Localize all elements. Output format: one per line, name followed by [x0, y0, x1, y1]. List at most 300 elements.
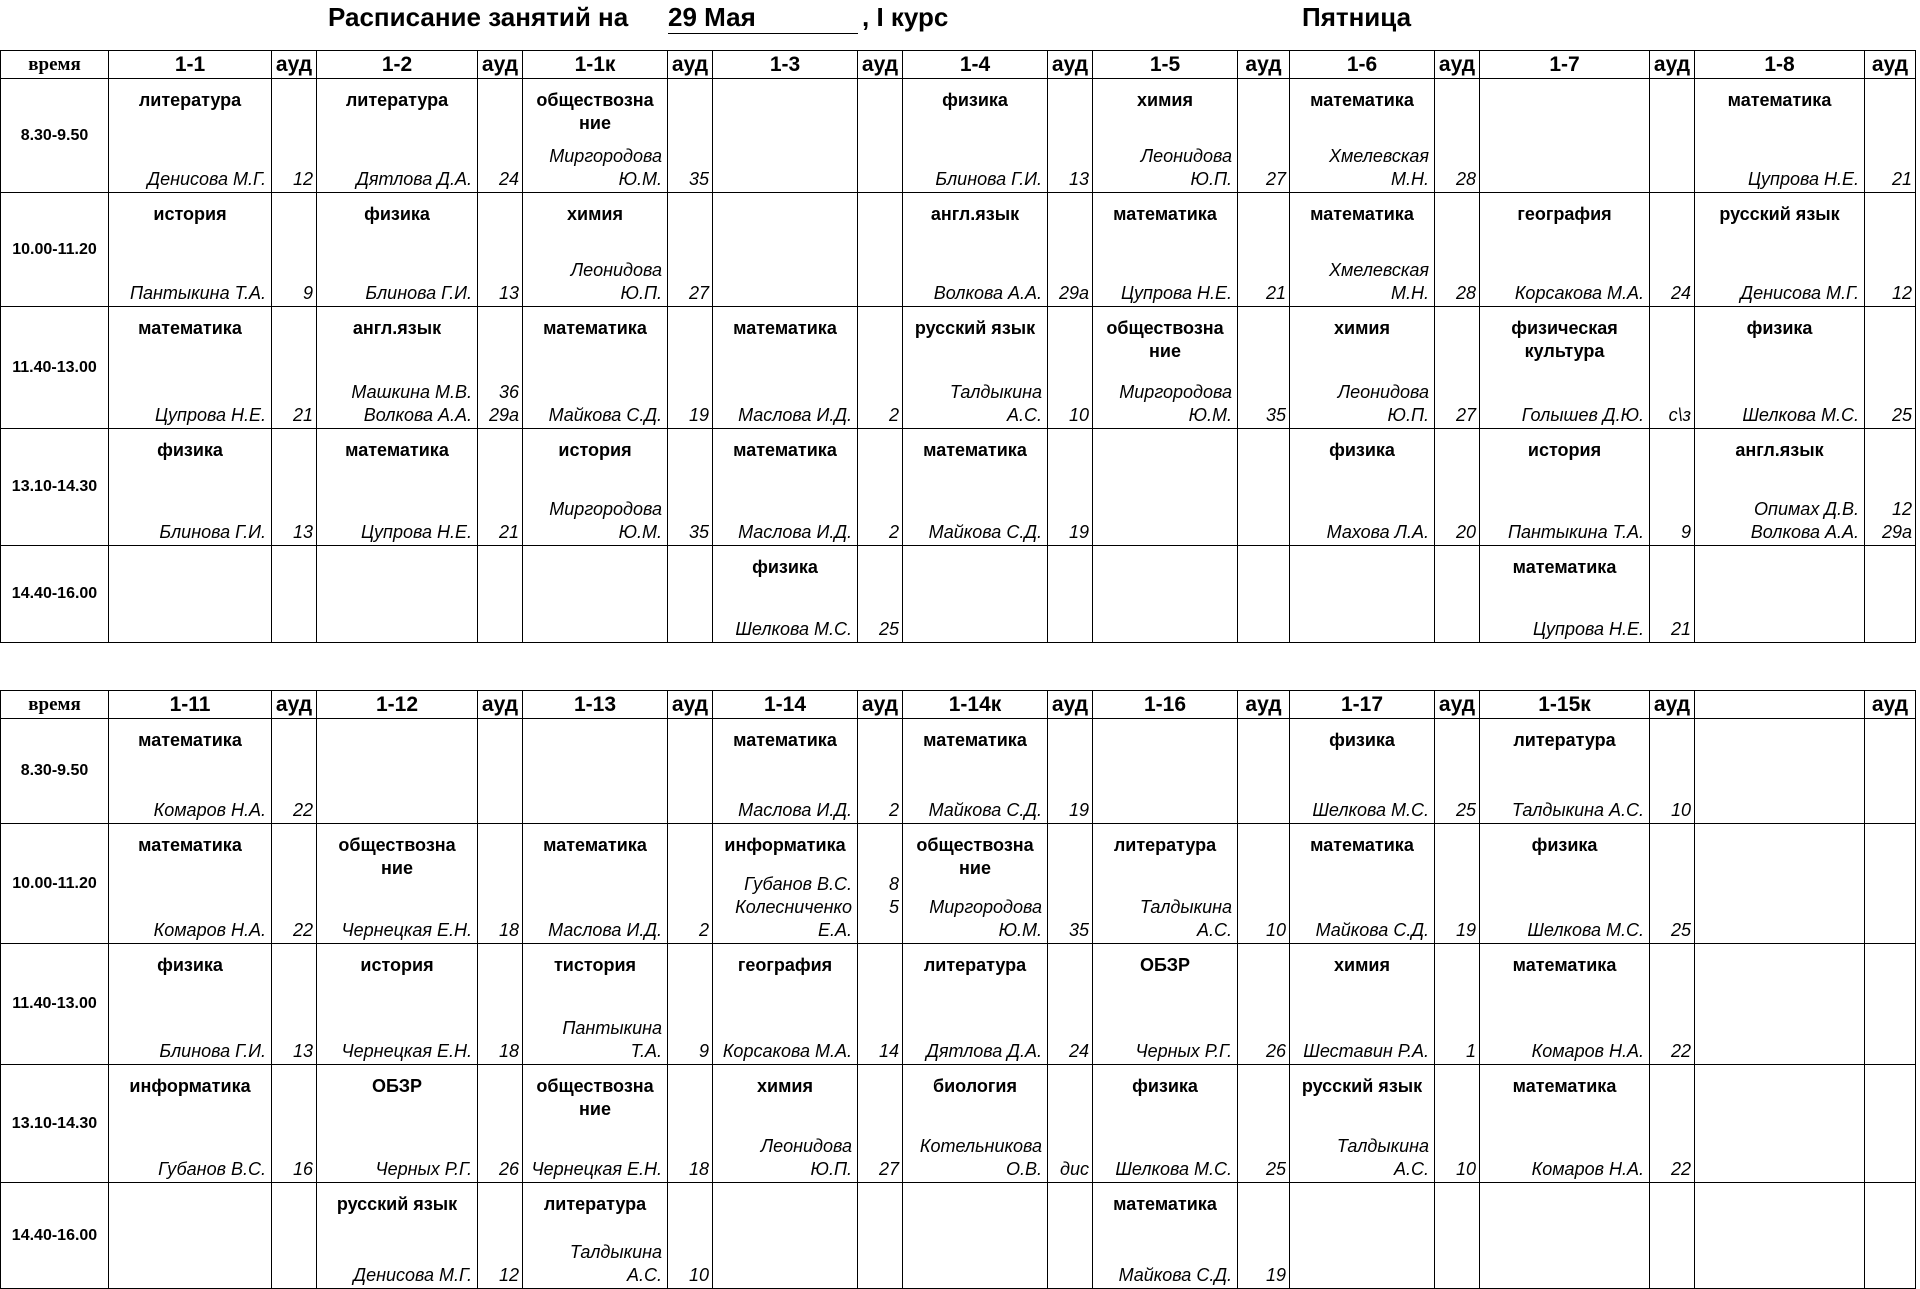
room-cell [1048, 429, 1093, 546]
lesson-cell [523, 546, 668, 643]
room-column-header: ауд [1238, 691, 1290, 719]
subject-name: математика [345, 440, 449, 460]
room-number: 35 [688, 169, 709, 189]
teacher-name: Шелкова М.С. [1742, 405, 1859, 425]
teacher-name: Губанов В.С. Колесниченко Е.А. [735, 874, 852, 940]
room-column-header: ауд [1048, 691, 1093, 719]
teacher-name: Цупрова Н.Е. [1747, 169, 1859, 189]
lesson-cell [109, 824, 272, 944]
lesson-cell [1695, 1065, 1865, 1183]
room-cell [1865, 429, 1916, 546]
subject-name: математика [1512, 955, 1617, 975]
subject-name: русский язык [1719, 204, 1840, 224]
room-cell [1435, 1065, 1480, 1183]
subject-name: математика [138, 318, 242, 338]
lesson-cell [1480, 1065, 1650, 1183]
teacher-name: Шеставин Р.А. [1303, 1041, 1429, 1061]
lesson-cell [1480, 719, 1650, 824]
time-slot: 11.40-13.00 [1, 944, 109, 1065]
room-cell [1048, 546, 1093, 643]
lesson-cell [903, 719, 1048, 824]
teacher-name: Маслова И.Д. [738, 405, 852, 425]
subject-name: литература [1513, 730, 1616, 750]
lesson-cell [109, 193, 272, 307]
room-number: 25 [1455, 800, 1476, 820]
subject-name: история [558, 440, 632, 460]
room-cell [478, 193, 523, 307]
room-column-header: ауд [1238, 51, 1290, 79]
subject-name: физика [1329, 440, 1395, 460]
room-number: 35 [1068, 920, 1089, 940]
subject-name: физика [1132, 1076, 1198, 1096]
room-cell [1048, 307, 1093, 429]
room-cell [272, 546, 317, 643]
teacher-name: Миргородова Ю.М. [929, 897, 1042, 940]
lesson-cell [1290, 824, 1435, 944]
lesson-cell [1290, 1183, 1435, 1289]
subject-name: литература [923, 955, 1027, 975]
teacher-name: Цупрова Н.Е. [154, 405, 266, 425]
lesson-cell [1093, 79, 1238, 193]
subject-name: физика [752, 557, 818, 577]
room-number: 10 [1068, 405, 1089, 425]
room-number: 9 [302, 283, 313, 303]
lesson-cell [109, 79, 272, 193]
lesson-cell [317, 824, 478, 944]
room-column-header: ауд [478, 691, 523, 719]
room-cell [1238, 944, 1290, 1065]
time-slot: 13.10-14.30 [1, 429, 109, 546]
teacher-name: Чернецкая Е.Н. [531, 1159, 662, 1179]
room-number: 19 [1455, 920, 1476, 940]
subject-name: литература [345, 90, 449, 110]
group-header: 1-1к [523, 51, 668, 79]
lesson-cell [109, 719, 272, 824]
room-number: 25 [878, 619, 899, 639]
room-cell [1048, 1183, 1093, 1289]
subject-name: физика [157, 955, 223, 975]
room-column-header: ауд [272, 691, 317, 719]
room-number: с\з [1668, 405, 1691, 425]
room-column-header: ауд [478, 51, 523, 79]
room-cell [668, 719, 713, 824]
group-header: 1-4 [903, 51, 1048, 79]
subject-name: информатика [724, 835, 846, 855]
room-cell [478, 719, 523, 824]
room-cell [1650, 944, 1695, 1065]
room-cell [1435, 307, 1480, 429]
teacher-name: Майкова С.Д. [928, 800, 1042, 820]
room-number: 21 [498, 522, 519, 542]
subject-name: география [737, 955, 833, 975]
lesson-cell [109, 429, 272, 546]
time-column-header: время [1, 691, 109, 719]
subject-name: обществозна ние [338, 835, 456, 878]
room-number: 28 [1455, 283, 1476, 303]
lesson-cell [1695, 944, 1865, 1065]
group-header: 1-14к [903, 691, 1048, 719]
room-number: 19 [1068, 522, 1089, 542]
room-number: 25 [1891, 405, 1912, 425]
room-cell [668, 307, 713, 429]
room-cell [1238, 546, 1290, 643]
room-number: 13 [498, 283, 519, 303]
subject-name: математика [1310, 835, 1414, 855]
subject-name: русский язык [336, 1194, 458, 1214]
teacher-name: Леонидова Ю.П. [1140, 146, 1232, 189]
lesson-cell [713, 193, 858, 307]
lesson-cell [317, 1065, 478, 1183]
room-number: 16 [292, 1159, 313, 1179]
subject-name: география [1517, 204, 1612, 224]
group-header: 1-1 [109, 51, 272, 79]
room-cell [668, 1065, 713, 1183]
lesson-cell [109, 546, 272, 643]
teacher-name: Волкова А.А. [933, 283, 1042, 303]
room-cell [1238, 719, 1290, 824]
subject-name: математика [1512, 557, 1617, 577]
room-cell [1865, 79, 1916, 193]
room-number: 13 [1068, 169, 1089, 189]
teacher-name: Миргородова Ю.М. [1119, 382, 1232, 425]
room-number: 8 5 [888, 874, 899, 917]
subject-name: физика [942, 90, 1008, 110]
lesson-cell [317, 944, 478, 1065]
lesson-cell [1480, 824, 1650, 944]
time-slot-row [1, 193, 1916, 307]
teacher-name: Маслова И.Д. [738, 522, 852, 542]
subject-name: биология [933, 1076, 1017, 1096]
room-cell [1865, 824, 1916, 944]
room-cell [1238, 79, 1290, 193]
lesson-cell [713, 719, 858, 824]
group-header [1695, 691, 1865, 719]
teacher-name: Черных Р.Г. [1135, 1041, 1232, 1061]
time-slot-row [1, 824, 1916, 944]
room-cell [1435, 546, 1480, 643]
lesson-cell [1695, 546, 1865, 643]
room-number: 22 [1670, 1041, 1691, 1061]
lesson-cell [713, 944, 858, 1065]
teacher-name: Корсакова М.А. [722, 1041, 852, 1061]
subject-name: математика [1310, 204, 1414, 224]
room-number: 21 [1891, 169, 1912, 189]
room-cell [478, 1183, 523, 1289]
subject-name: физическая культура [1511, 318, 1618, 361]
subject-name: химия [1334, 955, 1390, 975]
room-number: 22 [292, 800, 313, 820]
lesson-cell [903, 307, 1048, 429]
subject-name: обществозна ние [916, 835, 1034, 878]
teacher-name: Майкова С.Д. [1315, 920, 1429, 940]
lesson-cell [1480, 944, 1650, 1065]
room-number: 13 [292, 1041, 313, 1061]
group-header: 1-13 [523, 691, 668, 719]
room-number: 35 [1265, 405, 1286, 425]
room-cell [858, 824, 903, 944]
weekday-label: Пятница [1302, 2, 1412, 32]
room-number: 19 [1068, 800, 1089, 820]
subject-name: математика [733, 440, 837, 460]
room-number: 25 [1670, 920, 1691, 940]
lesson-cell [1290, 307, 1435, 429]
group-header: 1-5 [1093, 51, 1238, 79]
lesson-cell [713, 1065, 858, 1183]
room-number: 14 [878, 1041, 899, 1061]
subject-name: обществозна ние [536, 1076, 654, 1119]
teacher-name: Маслова И.Д. [738, 800, 852, 820]
room-column-header: ауд [1865, 691, 1916, 719]
teacher-name: Денисова М.Г. [353, 1265, 472, 1285]
room-number: 12 [1891, 283, 1912, 303]
lesson-cell [1695, 193, 1865, 307]
teacher-name: Майкова С.Д. [928, 522, 1042, 542]
subject-name: математика [1113, 204, 1217, 224]
subject-name: англ.язык [352, 318, 442, 338]
room-cell [1435, 944, 1480, 1065]
lesson-cell [523, 1065, 668, 1183]
teacher-name: Миргородова Ю.М. [549, 499, 662, 542]
teacher-name: Майкова С.Д. [1118, 1265, 1232, 1285]
room-number: 22 [1670, 1159, 1691, 1179]
lesson-cell [903, 546, 1048, 643]
room-number: 12 29а [1881, 499, 1912, 542]
room-number: 21 [292, 405, 313, 425]
room-number: 9 [1680, 522, 1691, 542]
teacher-name: Майкова С.Д. [548, 405, 662, 425]
teacher-name: Денисова М.Г. [1740, 283, 1859, 303]
room-number: 18 [498, 920, 519, 940]
lesson-cell [1093, 1183, 1238, 1289]
room-cell [1865, 719, 1916, 824]
room-cell [1650, 1065, 1695, 1183]
lesson-cell [1093, 1065, 1238, 1183]
room-number: 21 [1265, 283, 1286, 303]
subject-name: физика [364, 204, 430, 224]
lesson-cell [903, 824, 1048, 944]
time-slot: 14.40-16.00 [1, 546, 109, 643]
group-header: 1-11 [109, 691, 272, 719]
room-cell [1048, 193, 1093, 307]
room-number: 26 [498, 1159, 519, 1179]
room-cell [858, 546, 903, 643]
room-cell [1238, 1183, 1290, 1289]
time-slot-row [1, 944, 1916, 1065]
lesson-cell [903, 193, 1048, 307]
room-number: 21 [1670, 619, 1691, 639]
lesson-cell [903, 1183, 1048, 1289]
lesson-cell [1093, 719, 1238, 824]
lesson-cell [317, 429, 478, 546]
room-cell [1435, 429, 1480, 546]
teacher-name: Пантыкина Т.А. [562, 1018, 662, 1061]
room-number: 12 [292, 169, 313, 189]
teacher-name: Талдыкина А.С. [949, 382, 1042, 425]
room-column-header: ауд [272, 51, 317, 79]
lesson-cell [903, 79, 1048, 193]
teacher-name: Комаров Н.А. [1531, 1159, 1644, 1179]
subject-name: англ.язык [930, 204, 1020, 224]
schedule-date: 29 Мая [668, 2, 858, 34]
teacher-name: Котельникова О.В. [919, 1136, 1042, 1179]
room-number: дис [1060, 1159, 1089, 1179]
teacher-name: Блинова Г.И. [935, 169, 1042, 189]
teacher-name: Леонидова Ю.П. [570, 260, 662, 303]
lesson-cell [1290, 79, 1435, 193]
subject-name: математика [1727, 90, 1832, 110]
room-cell [668, 824, 713, 944]
room-number: 2 [888, 522, 899, 542]
lesson-cell [1093, 944, 1238, 1065]
room-number: 28 [1455, 169, 1476, 189]
room-cell [272, 79, 317, 193]
room-number: 1 [1465, 1041, 1476, 1061]
lesson-cell [1290, 1065, 1435, 1183]
subject-name: физика [1531, 835, 1598, 855]
room-cell [1435, 193, 1480, 307]
room-cell [1048, 1065, 1093, 1183]
lesson-cell [1695, 719, 1865, 824]
room-cell [1435, 1183, 1480, 1289]
room-cell [1865, 944, 1916, 1065]
time-slot-row [1, 1065, 1916, 1183]
teacher-name: Блинова Г.И. [159, 1041, 266, 1061]
lesson-cell [317, 719, 478, 824]
teacher-name: Дятлова Д.А. [926, 1041, 1042, 1061]
room-number: 24 [1670, 283, 1691, 303]
lesson-cell [713, 824, 858, 944]
room-cell [1650, 193, 1695, 307]
subject-name: история [360, 955, 434, 975]
teacher-name: Шелкова М.С. [735, 619, 852, 639]
room-cell [1238, 307, 1290, 429]
header-row [1, 691, 1916, 719]
room-number: 27 [688, 283, 709, 303]
group-header: 1-6 [1290, 51, 1435, 79]
teacher-name: Шелкова М.С. [1115, 1159, 1232, 1179]
time-slot-row [1, 1183, 1916, 1289]
lesson-cell [109, 307, 272, 429]
room-number: 24 [1068, 1041, 1089, 1061]
teacher-name: Дятлова Д.А. [356, 169, 472, 189]
time-slot: 11.40-13.00 [1, 307, 109, 429]
lesson-cell [1480, 79, 1650, 193]
room-cell [1238, 429, 1290, 546]
schedule-title: Расписание занятий на [328, 2, 629, 32]
room-cell [1865, 1183, 1916, 1289]
room-cell [858, 307, 903, 429]
room-cell [1865, 193, 1916, 307]
lesson-cell [1093, 546, 1238, 643]
room-number: 24 [498, 169, 519, 189]
room-number: 29а [1058, 283, 1089, 303]
lesson-cell [903, 429, 1048, 546]
teacher-name: Талдыкина А.С. [1336, 1136, 1429, 1179]
room-cell [272, 1065, 317, 1183]
subject-name: математика [923, 730, 1027, 750]
lesson-cell [1290, 546, 1435, 643]
room-number: 18 [688, 1159, 709, 1179]
teacher-name: Хмелевская М.Н. [1328, 146, 1429, 189]
lesson-cell [1093, 193, 1238, 307]
time-slot: 13.10-14.30 [1, 1065, 109, 1183]
room-cell [478, 79, 523, 193]
teacher-name: Шелкова М.С. [1312, 800, 1429, 820]
teacher-name: Блинова Г.И. [365, 283, 472, 303]
room-number: 10 [688, 1265, 709, 1285]
room-cell [858, 79, 903, 193]
room-column-header: ауд [858, 51, 903, 79]
room-cell [272, 429, 317, 546]
teacher-name: Талдыкина А.С. [1139, 897, 1232, 940]
room-cell [1238, 193, 1290, 307]
subject-name: литература [543, 1194, 647, 1214]
room-number: 10 [1670, 800, 1691, 820]
room-number: 2 [698, 920, 709, 940]
lesson-cell [523, 824, 668, 944]
teacher-name: Губанов В.С. [158, 1159, 266, 1179]
subject-name: русский язык [914, 318, 1036, 338]
teacher-name: Денисова М.Г. [147, 169, 266, 189]
subject-name: ОБЗР [372, 1076, 422, 1096]
room-number: 27 [1455, 405, 1476, 425]
group-header: 1-3 [713, 51, 858, 79]
group-header: 1-7 [1480, 51, 1650, 79]
lesson-cell [1093, 429, 1238, 546]
room-cell [272, 193, 317, 307]
time-slot: 8.30-9.50 [1, 79, 109, 193]
group-header: 1-14 [713, 691, 858, 719]
lesson-cell [713, 429, 858, 546]
time-slot-row [1, 79, 1916, 193]
lesson-cell [1480, 307, 1650, 429]
room-cell [1435, 719, 1480, 824]
group-header: 1-17 [1290, 691, 1435, 719]
room-cell [858, 1065, 903, 1183]
schedule-table-top [0, 50, 1916, 643]
lesson-cell [1480, 1183, 1650, 1289]
subject-name: математика [138, 730, 242, 750]
time-slot-row [1, 719, 1916, 824]
room-cell [668, 944, 713, 1065]
subject-name: литература [138, 90, 242, 110]
lesson-cell [1290, 944, 1435, 1065]
teacher-name: Корсакова М.А. [1514, 283, 1644, 303]
teacher-name: Машкина М.В. Волкова А.А. [351, 382, 472, 425]
room-cell [1435, 824, 1480, 944]
course-label: , I курс [862, 2, 949, 32]
lesson-cell [903, 944, 1048, 1065]
room-number: 22 [292, 920, 313, 940]
room-cell [478, 429, 523, 546]
lesson-cell [523, 307, 668, 429]
lesson-cell [713, 1183, 858, 1289]
room-cell [272, 824, 317, 944]
room-cell [1650, 824, 1695, 944]
subject-name: физика [1329, 730, 1395, 750]
subject-name: математика [1512, 1076, 1617, 1096]
room-number: 36 29а [488, 382, 519, 425]
subject-name: обществозна ние [1106, 318, 1224, 361]
room-cell [858, 429, 903, 546]
room-column-header: ауд [1865, 51, 1916, 79]
teacher-name: Хмелевская М.Н. [1328, 260, 1429, 303]
room-number: 19 [1265, 1265, 1286, 1285]
room-cell [1650, 546, 1695, 643]
room-number: 2 [888, 405, 899, 425]
subject-name: химия [567, 204, 623, 224]
lesson-cell [317, 193, 478, 307]
